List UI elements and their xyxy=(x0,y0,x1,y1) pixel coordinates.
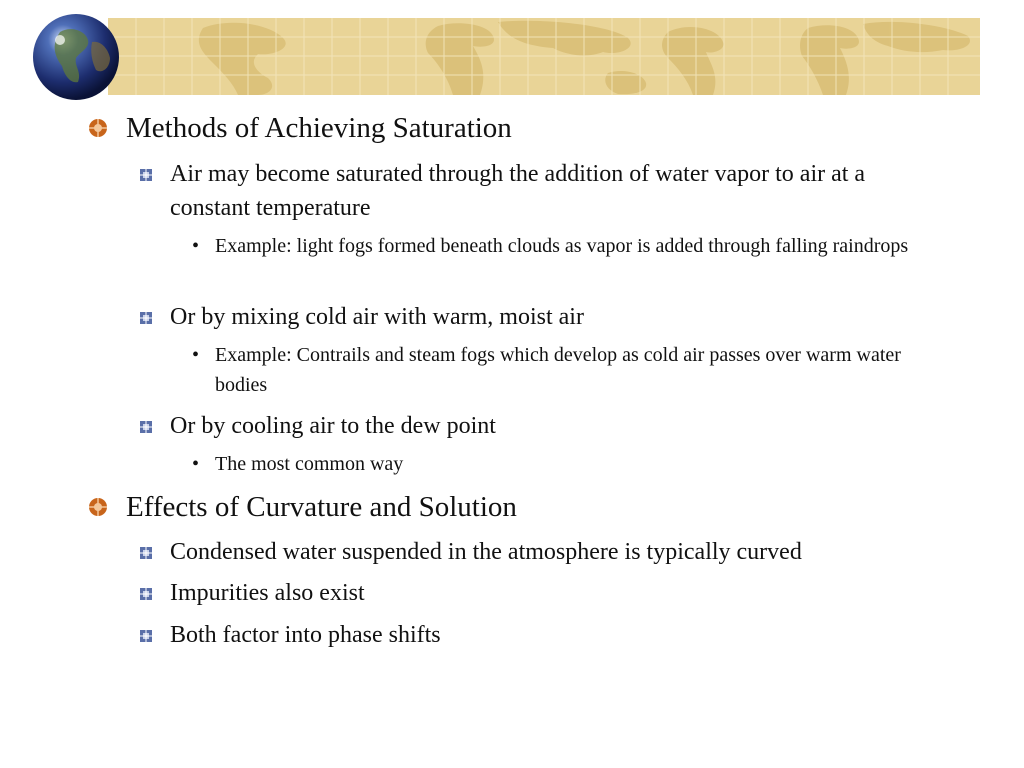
sun-bullet-icon xyxy=(88,497,108,517)
bullet-l1-methods: Methods of Achieving Saturation xyxy=(126,112,512,144)
square-bullet-icon xyxy=(139,420,153,434)
bullet-l3-light-fogs: Example: light fogs formed beneath clouds as vapor is added through falling raindrops xyxy=(215,235,909,257)
square-bullet-icon xyxy=(139,168,153,182)
bullet-l2-cooling: Or by cooling air to the dew point xyxy=(170,413,496,439)
bullet-dot: • xyxy=(192,344,200,366)
bullet-l2-phase-shifts: Both factor into phase shifts xyxy=(170,622,441,648)
bullet-l3-most-common: The most common way xyxy=(215,453,404,475)
bullet-l2-condensed: Condensed water suspended in the atmosphere is typically curved xyxy=(170,539,802,565)
bullet-l1-effects: Effects of Curvature and Solution xyxy=(126,491,517,523)
bullet-l2-impurities: Impurities also exist xyxy=(170,580,365,606)
bullet-l3-contrails: Example: Contrails and steam fogs which develop as cold air passes over warm water bodies xyxy=(215,344,901,396)
sun-bullet-icon xyxy=(88,118,108,138)
square-bullet-icon xyxy=(139,629,153,643)
bullet-l2-mixing: Or by mixing cold air with warm, moist air xyxy=(170,304,584,330)
square-bullet-icon xyxy=(139,587,153,601)
bullet-dot: • xyxy=(192,235,200,257)
bullet-dot: • xyxy=(192,453,200,475)
bullet-l2-addition: Air may become saturated through the addition of water vapor to air at a constant temperature xyxy=(170,161,866,221)
square-bullet-icon xyxy=(139,311,153,325)
square-bullet-icon xyxy=(139,546,153,560)
